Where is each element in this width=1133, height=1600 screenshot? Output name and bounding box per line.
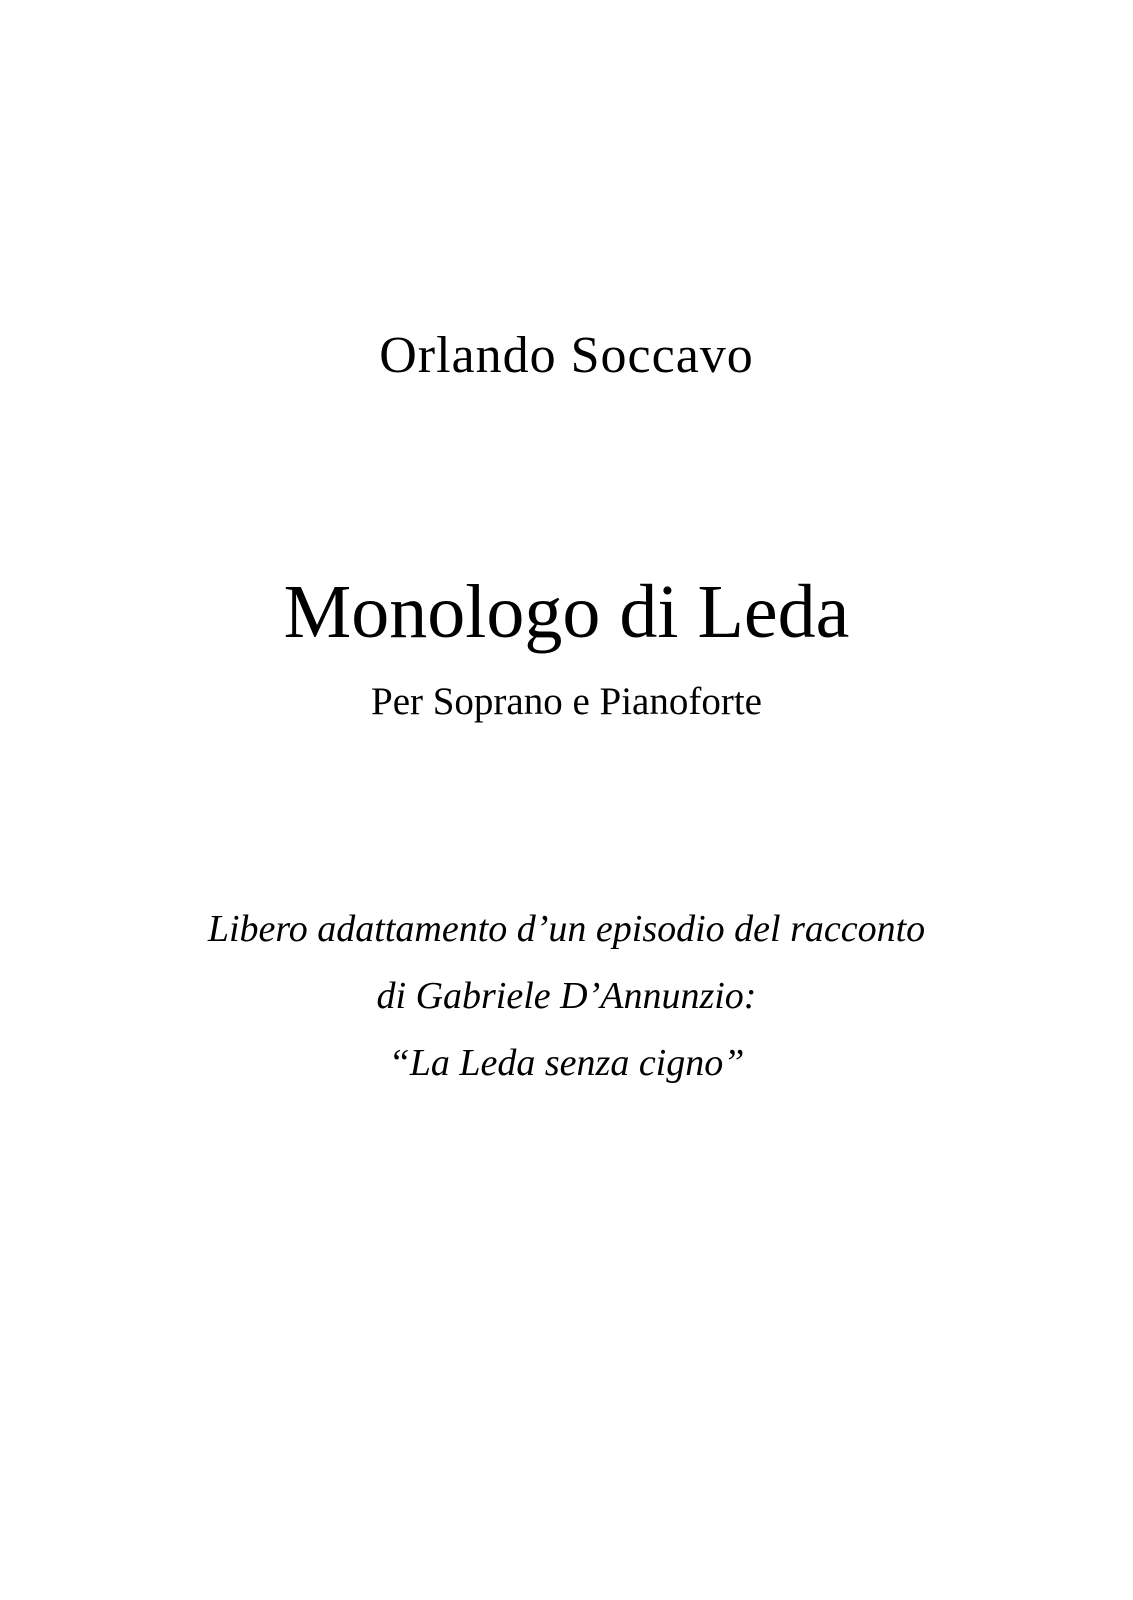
composer-name: Orlando Soccavo xyxy=(379,327,754,384)
piece-subtitle: Per Soprano e Pianoforte xyxy=(371,680,762,723)
adaptation-note xyxy=(0,896,1133,1097)
adaptation-note-line-1: Libero adattamento d’un episodio del racconto xyxy=(207,908,926,950)
adaptation-note-line-3: “La Leda senza cigno” xyxy=(388,1042,745,1084)
adaptation-note-line-2: di Gabriele D’Annunzio: xyxy=(376,975,757,1017)
piece-title: Monologo di Leda xyxy=(283,570,850,654)
